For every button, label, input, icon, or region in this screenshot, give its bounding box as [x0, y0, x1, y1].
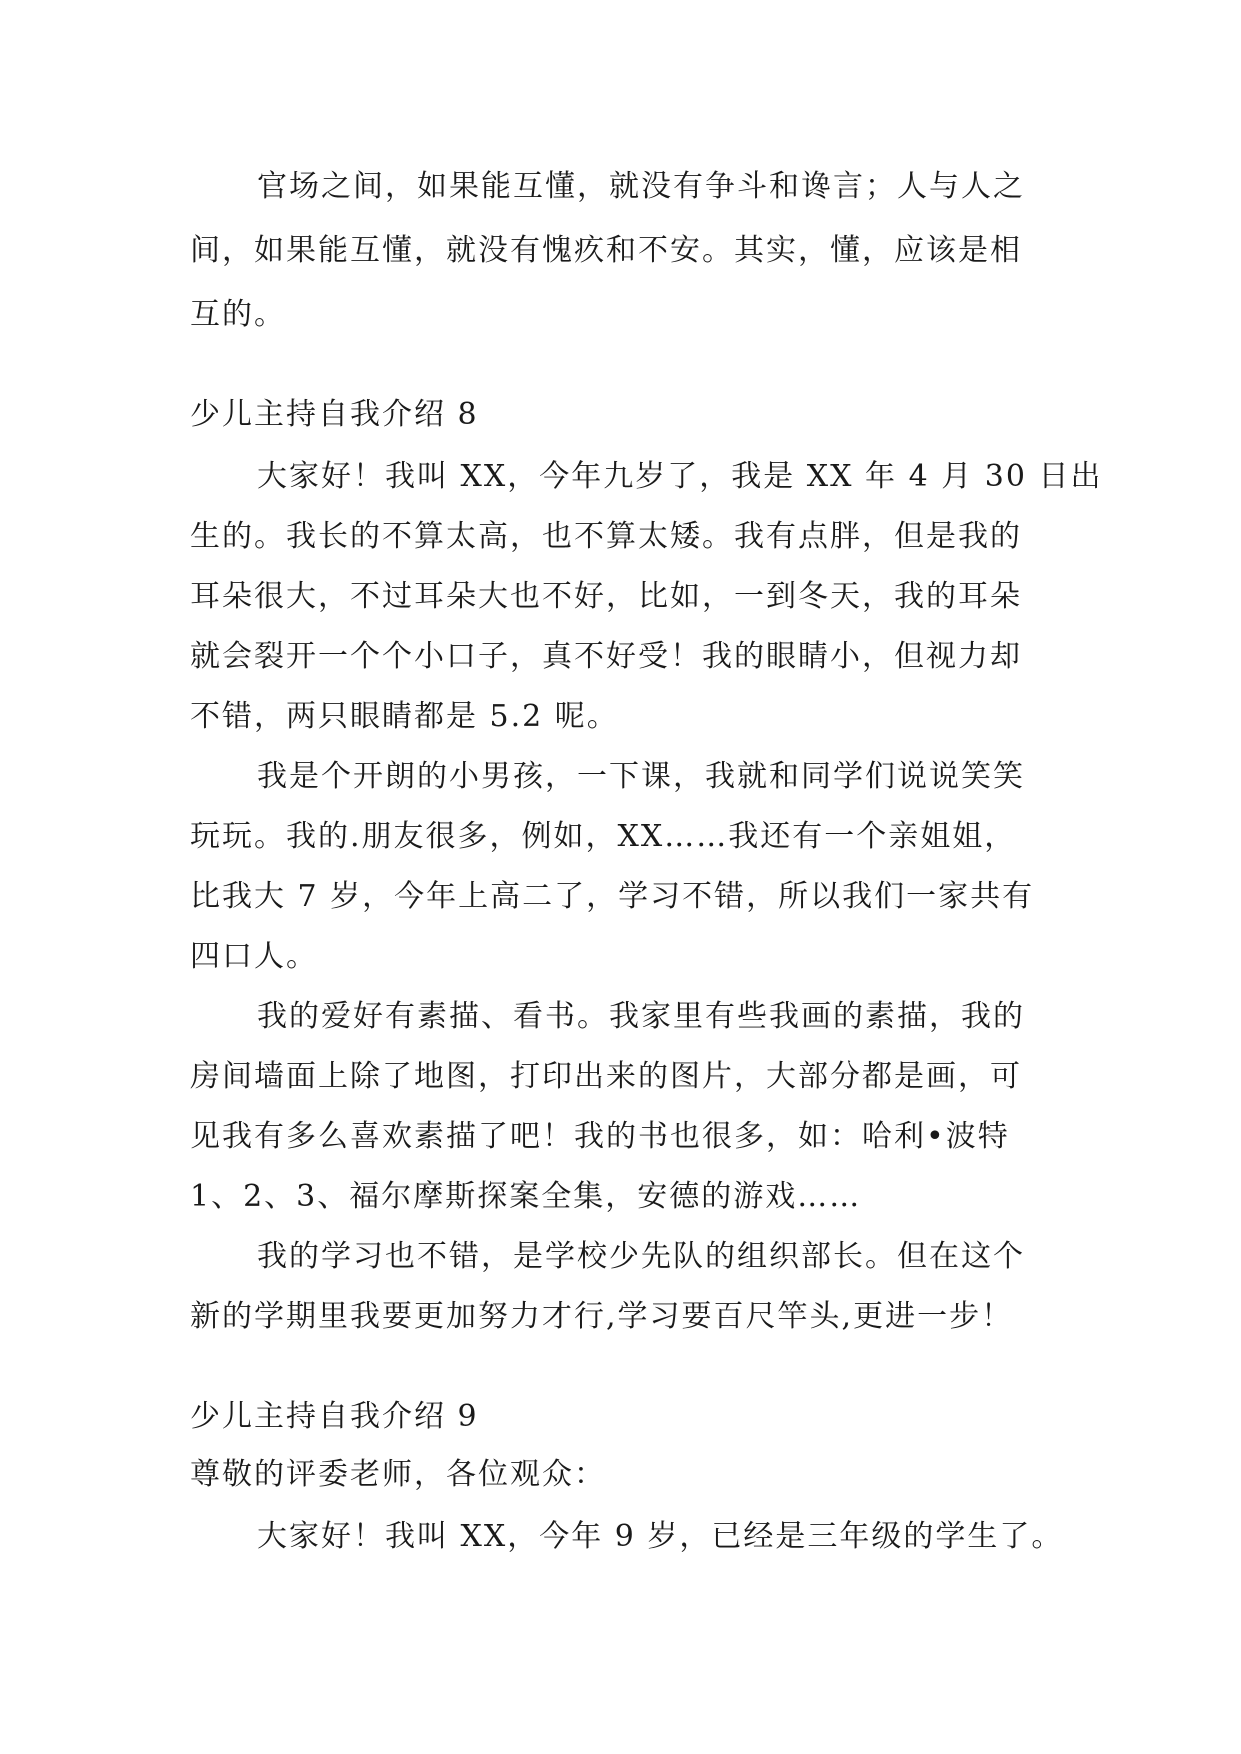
paragraph-line: 大家好！我叫 XX，今年九岁了，我是 XX 年 4 月 30 日出 — [257, 459, 1103, 494]
paragraph-line: 我是个开朗的小男孩，一下课，我就和同学们说说笑笑 — [257, 759, 1025, 794]
paragraph-line: 我的爱好有素描、看书。我家里有些我画的素描，我的 — [257, 999, 1025, 1034]
paragraph-line: 尊敬的评委老师，各位观众： — [190, 1457, 606, 1492]
paragraph-line: 四口人。 — [190, 939, 318, 974]
section-heading: 少儿主持自我介绍 8 — [190, 397, 479, 432]
paragraph-line: 比我大 7 岁，今年上高二了，学习不错，所以我们一家共有 — [190, 879, 1035, 914]
paragraph-line: 大家好！我叫 XX，今年 9 岁，已经是三年级的学生了。 — [257, 1519, 1064, 1554]
paragraph-line: 新的学期里我要更加努力才行,学习要百尺竿头,更进一步！ — [190, 1299, 1014, 1334]
paragraph-line: 房间墙面上除了地图，打印出来的图片，大部分都是画，可 — [190, 1059, 1022, 1094]
paragraph-line: 间，如果能互懂，就没有愧疚和不安。其实，懂，应该是相 — [190, 233, 1022, 268]
paragraph-line: 生的。我长的不算太高，也不算太矮。我有点胖，但是我的 — [190, 519, 1022, 554]
paragraph-line: 官场之间，如果能互懂，就没有争斗和谗言；人与人之 — [257, 169, 1025, 204]
paragraph-line: 见我有多么喜欢素描了吧！我的书也很多，如：哈利•波特 — [190, 1119, 1010, 1154]
section-heading: 少儿主持自我介绍 9 — [190, 1399, 479, 1434]
paragraph-line: 不错，两只眼睛都是 5.2 呢。 — [190, 699, 619, 734]
paragraph-line: 互的。 — [190, 297, 286, 332]
paragraph-line: 我的学习也不错，是学校少先队的组织部长。但在这个 — [257, 1239, 1025, 1274]
paragraph-line: 1、2、3、福尔摩斯探案全集，安德的游戏…… — [190, 1179, 862, 1214]
paragraph-line: 耳朵很大，不过耳朵大也不好，比如，一到冬天，我的耳朵 — [190, 579, 1022, 614]
paragraph-line: 玩玩。我的.朋友很多，例如，XX……我还有一个亲姐姐， — [190, 819, 1017, 854]
paragraph-line: 就会裂开一个个小口子，真不好受！我的眼睛小，但视力却 — [190, 639, 1022, 674]
